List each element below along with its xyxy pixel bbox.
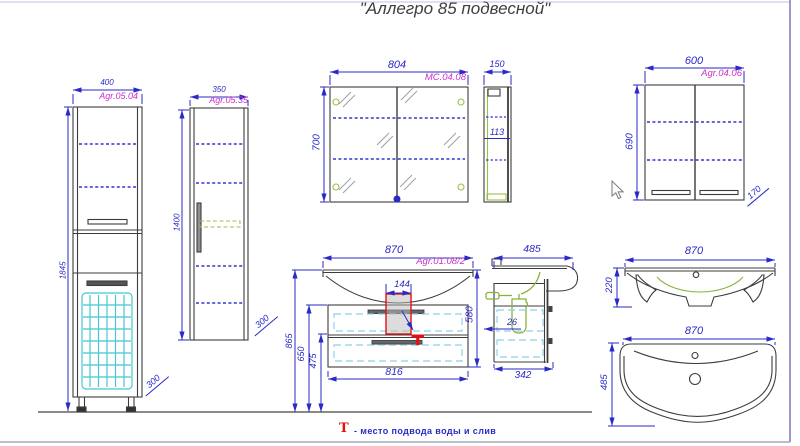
dim-column-depth: 300 — [248, 309, 278, 337]
mirror-cabinet-dimensions — [320, 72, 468, 202]
mirror-cabinet-view — [320, 72, 468, 203]
vanity-side-view — [484, 258, 578, 369]
legend-water-symbol: Т — [339, 421, 349, 436]
dim-mirror-width: 804 — [387, 59, 407, 71]
mirror-side-dimensions — [484, 72, 511, 85]
legend-water-text: - место подвода воды и слив — [354, 426, 497, 436]
dim-column-width: 350 — [212, 85, 226, 94]
dim-tall-depth: 300 — [139, 369, 169, 397]
column-cabinet-view — [178, 97, 248, 340]
dim-sink-top-depth: 485 — [598, 374, 610, 391]
tall-cabinet-dimensions — [64, 90, 142, 411]
dim-column-height: 1400 — [172, 213, 182, 232]
sink-top-view — [608, 339, 776, 426]
dim-mirror-side-inner: 113 — [484, 128, 510, 139]
dim-vanity-opening: 144 — [394, 279, 410, 290]
sink-top-dimensions — [608, 339, 775, 426]
dim-sink-top-width: 870 — [684, 325, 704, 337]
dim-wall-depth: 170 — [741, 180, 769, 206]
shelf-dashed-lines — [333, 118, 465, 159]
dim-mirror-height: 700 — [311, 134, 323, 151]
dim-floor-to-drawer: 475 — [308, 353, 319, 369]
wall-cabinet-view — [633, 68, 744, 200]
dim-floor-to-top: 865 — [284, 333, 295, 349]
dim-tall-height: 1845 — [58, 261, 68, 280]
dim-tall-width: 400 — [100, 78, 114, 87]
door-knob-dot — [394, 196, 401, 203]
dim-vanity-body-width: 816 — [385, 366, 403, 378]
dim-vanity-side-depth: 485 — [523, 243, 541, 255]
basin-inner-line — [657, 277, 743, 292]
dim-sink-front-width: 870 — [684, 245, 704, 257]
dim-vanity-height: 580 — [464, 306, 476, 323]
mouse-cursor — [612, 181, 623, 199]
dim-mirror-side-width: 150 — [489, 59, 505, 69]
mirror-hatch-marks — [339, 88, 460, 193]
laundry-basket — [82, 293, 132, 389]
dim-sink-front-height: 220 — [603, 277, 615, 294]
drawing-title: "Аллегро 85 подвесной" — [359, 0, 551, 18]
shelf-dashed-lines — [79, 144, 137, 187]
dim-floor-to-body: 650 — [296, 346, 307, 362]
plumbing-access-zone — [386, 294, 411, 334]
sink-front-view — [613, 260, 775, 307]
label-mirror-cabinet: MC.04.08 — [424, 72, 466, 83]
dim-wall-width: 600 — [684, 55, 704, 67]
dim-wall-height: 690 — [624, 133, 636, 150]
tall-cabinet-view — [64, 90, 142, 412]
label-column-cabinet: Agr.05.35 — [209, 95, 248, 105]
dim-vanity-side-body-depth: 342 — [514, 370, 532, 381]
label-wall-cabinet: Agr.04.06 — [701, 68, 742, 79]
shelf-dashed-lines — [196, 144, 243, 303]
green-shelf-dashed — [200, 221, 240, 227]
label-vanity: Agr.01.08/2 — [416, 256, 465, 267]
dim-vanity-side-gap: 26 — [506, 317, 517, 327]
label-tall-cabinet: Agr.05.04 — [99, 91, 138, 101]
wall-cabinet-dimensions — [633, 68, 744, 200]
dim-vanity-width: 870 — [384, 244, 404, 256]
